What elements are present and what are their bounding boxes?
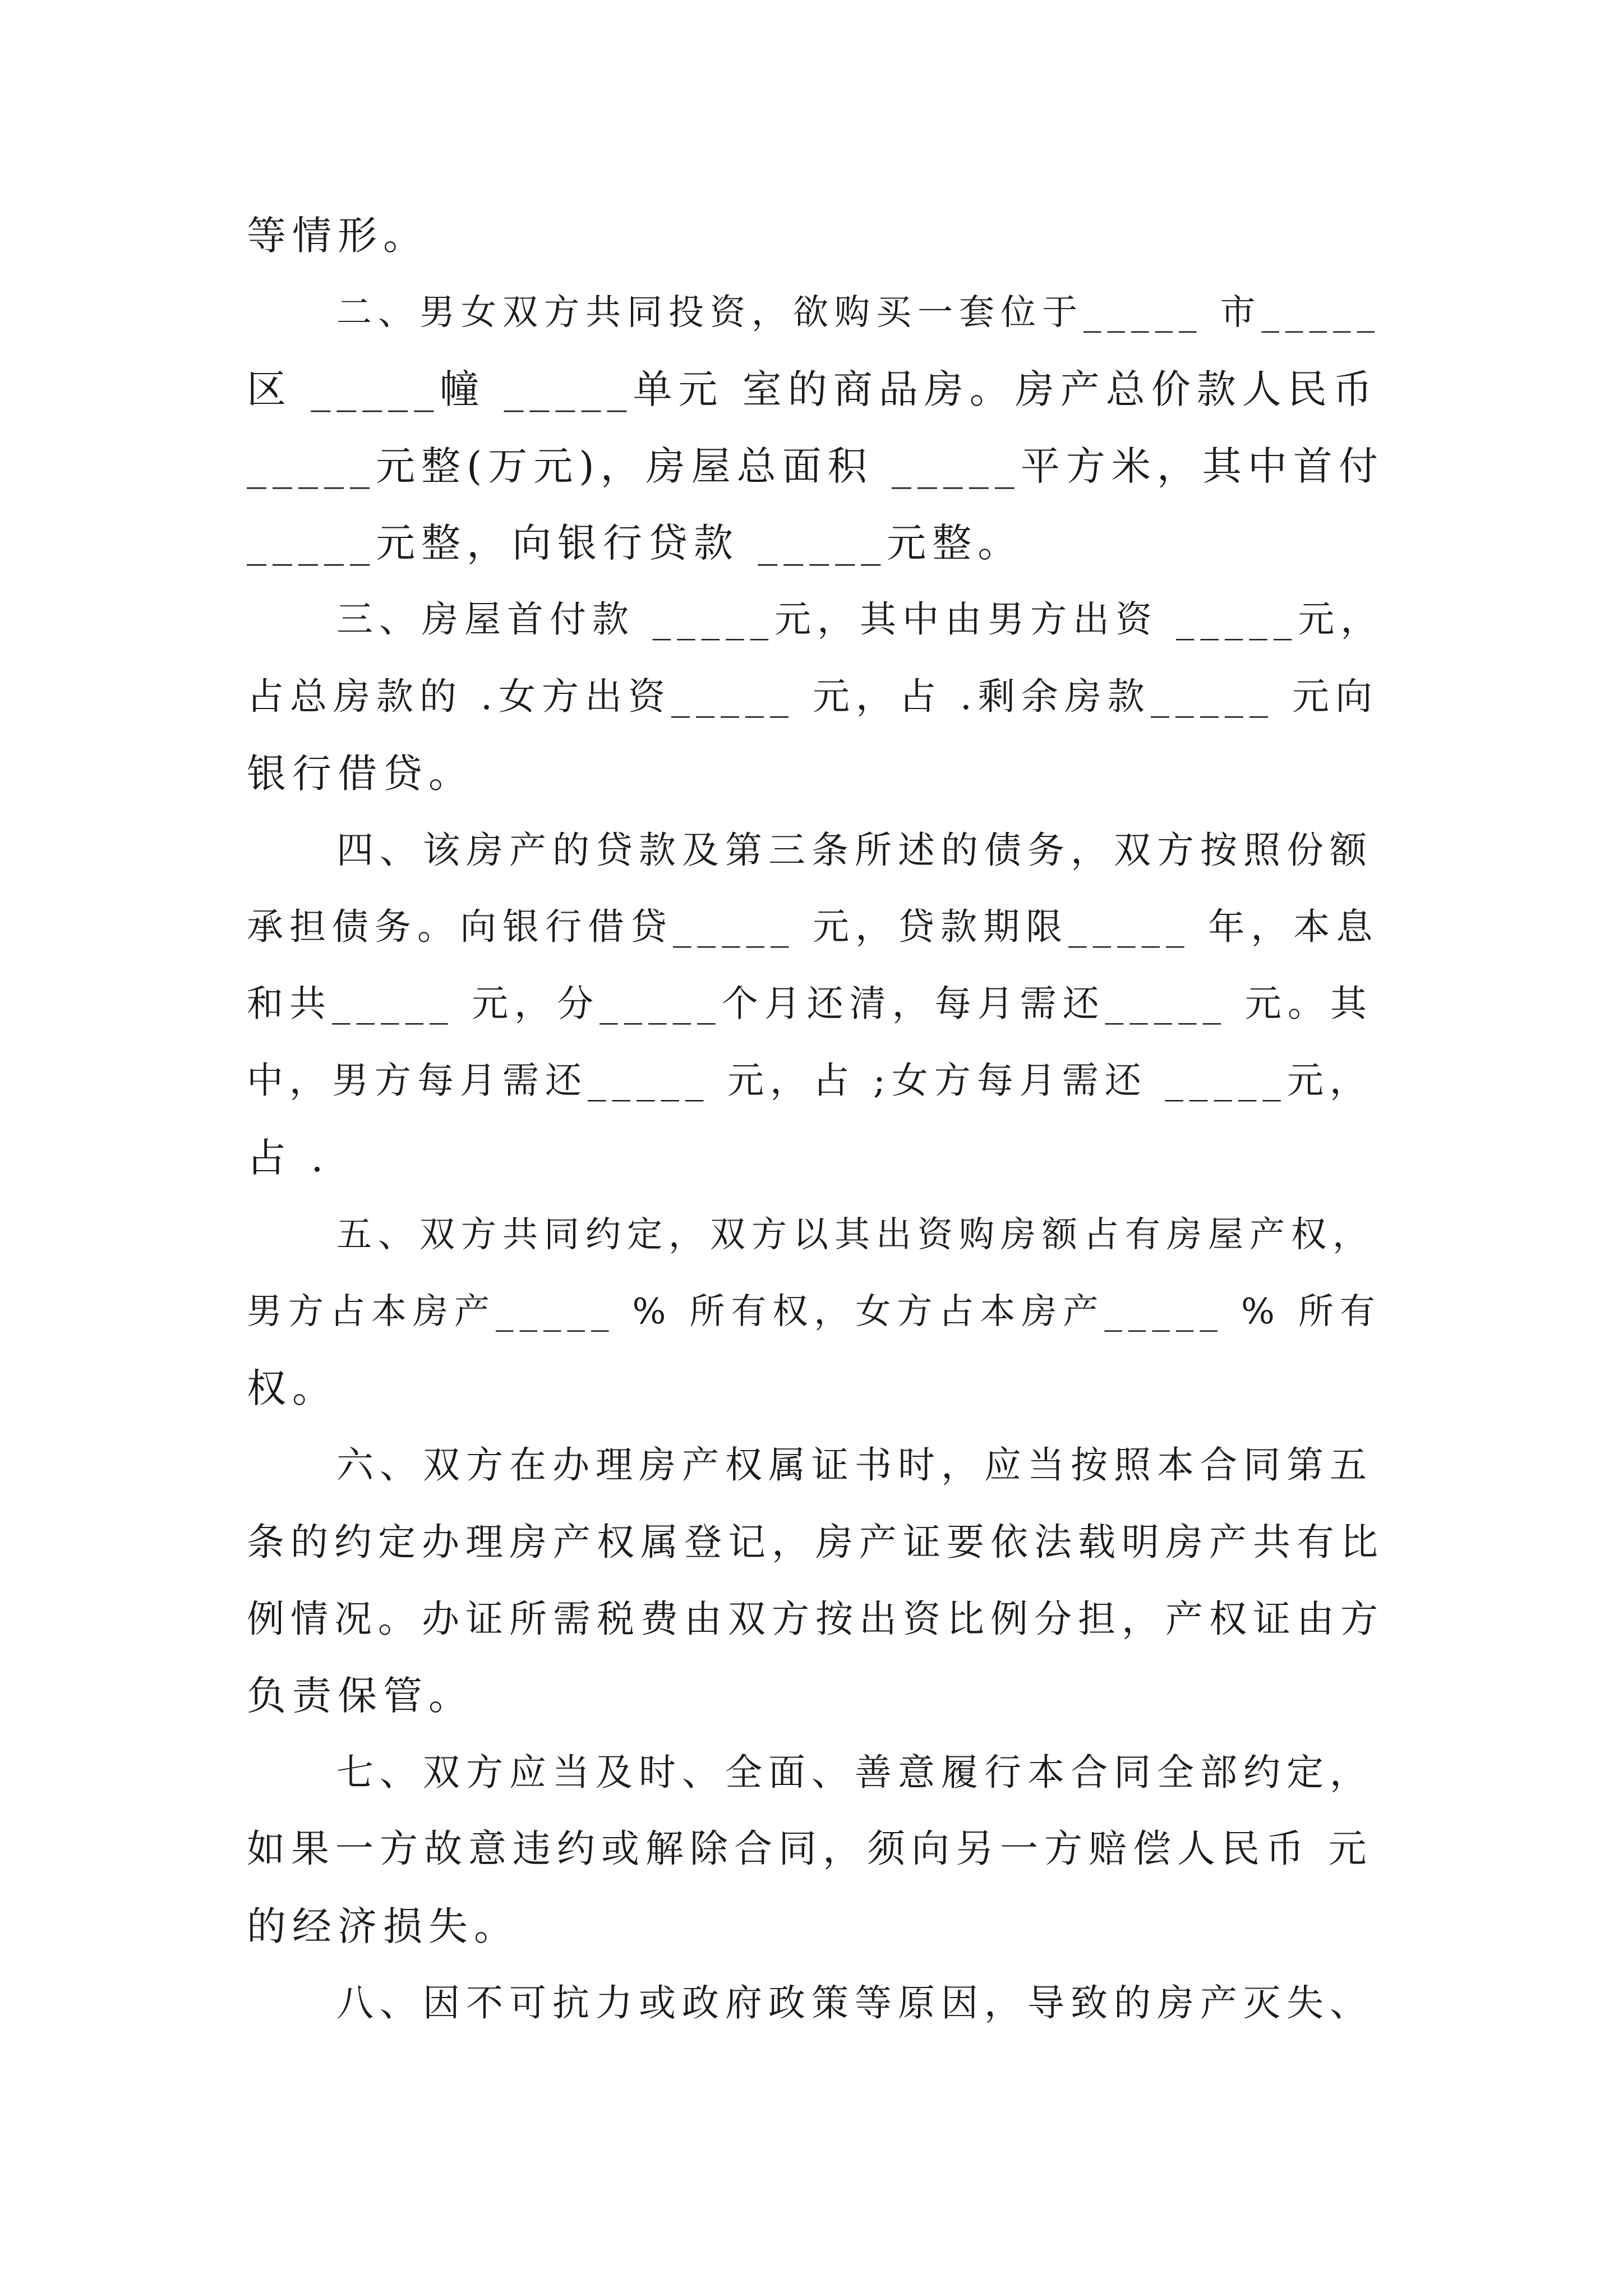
text-line: 二、男女双方共同投资，欲购买一套位于_____ 市_____	[336, 292, 1381, 333]
text-line: 五、双方共同约定，双方以其出资购房额占有房屋产权，	[336, 1214, 1374, 1255]
text-line: 和共_____ 元，分_____个月还清，每月需还_____ 元。其	[247, 983, 1373, 1025]
text-line: 负责保管。	[247, 1673, 474, 1719]
text-line: 六、双方在办理房产权属证书时，应当按照本合同第五	[336, 1443, 1373, 1487]
text-line: _____元整(万元)，房屋总面积 _____平方米，其中首付	[247, 443, 1384, 489]
text-line: 权。	[247, 1365, 338, 1411]
text-line: 四、该房产的贷款及第三条所述的债务，双方按照份额	[336, 829, 1373, 872]
text-line: 的经济损失。	[247, 1903, 519, 1949]
text-line: 区 _____幢 _____单元 室的商品房。房产总价款人民币	[247, 366, 1378, 412]
text-line: 银行借贷。	[247, 751, 474, 797]
text-line: 七、双方应当及时、全面、善意履行本合同全部约定，	[336, 1751, 1373, 1794]
text-line: 如果一方故意违约或解除合同，须向另一方赔偿人民币 元	[247, 1827, 1373, 1871]
text-line: 占 .	[247, 1135, 330, 1181]
text-line: 三、房屋首付款 _____元，其中由男方出资 _____元，	[336, 599, 1384, 641]
text-line: 占总房款的 .女方出资_____ 元，占 .剩余房款_____ 元向	[247, 675, 1378, 718]
text-line: _____元整，向银行贷款 _____元整。	[247, 520, 1023, 566]
text-line: 承担债务。向银行借贷_____ 元，贷款期限_____ 年，本息	[247, 906, 1379, 948]
text-line: 中，男方每月需还_____ 元，占 ;女方每月需还 _____元，	[247, 1060, 1372, 1102]
text-line: 例情况。办证所需税费由双方按出资比例分担，产权证由方	[247, 1597, 1384, 1641]
text-line: 八、因不可抗力或政府政策等原因，导致的房产灭失、	[336, 1981, 1373, 2024]
text-line: 等情形。	[247, 213, 428, 259]
text-line: 男方占本房产_____ % 所有权，女方占本房产_____ % 所有	[247, 1291, 1381, 1332]
text-line: 条的约定办理房产权属登记，房产证要依法载明房产共有比	[247, 1520, 1384, 1564]
